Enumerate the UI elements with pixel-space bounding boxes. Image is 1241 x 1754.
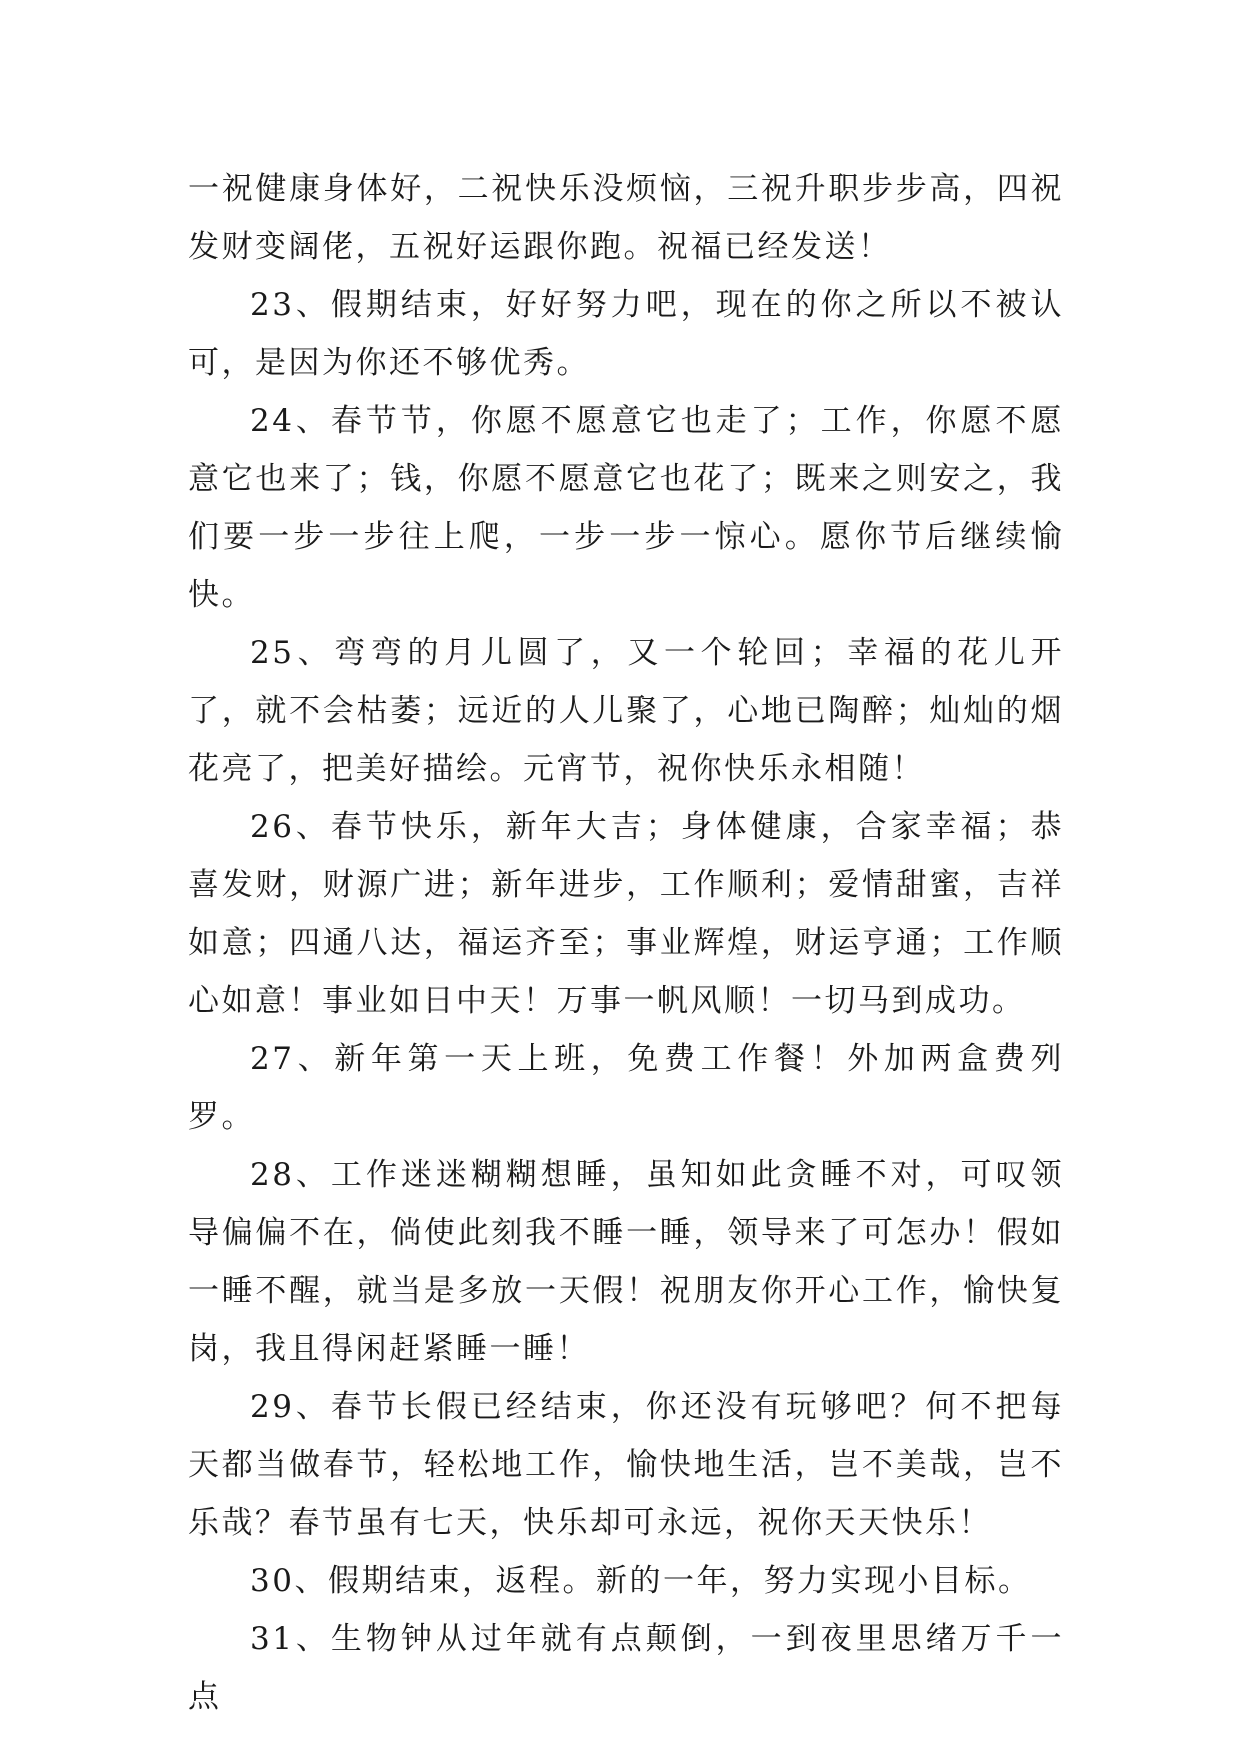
paragraph-30: 30、假期结束，返程。新的一年，努力实现小目标。 (250, 1563, 1032, 1599)
paragraph-23: 23、假期结束，好好努力吧，现在的你之所以不被认可，是因为你还不够优秀。 (188, 287, 1064, 381)
paragraph-26: 26、春节快乐，新年大吉；身体健康，合家幸福；恭喜发财，财源广进；新年进步，工作顺利；爱情甜蜜，吉祥如意；四通八达，福运齐至；事业辉煌，财运亨通；工作顺心如意！事业如日中天！万事一帆风顺！一切马到成功。 (188, 809, 1064, 1019)
paragraph-27: 27、新年第一天上班，免费工作餐！外加两盒费列罗。 (188, 1041, 1064, 1135)
paragraph-28: 28、工作迷迷糊糊想睡，虽知如此贪睡不对，可叹领导偏偏不在，倘使此刻我不睡一睡，领导来了可怎办！假如一睡不醒，就当是多放一天假！祝朋友你开心工作，愉快复岗，我且得闲赶紧睡一睡！ (188, 1157, 1064, 1367)
paragraph-25: 25、弯弯的月儿圆了，又一个轮回；幸福的花儿开了，就不会枯萎；远近的人儿聚了，心地已陶醉；灿灿的烟花亮了，把美好描绘。元宵节，祝你快乐永相随！ (188, 635, 1064, 787)
paragraph-29: 29、春节长假已经结束，你还没有玩够吧？何不把每天都当做春节，轻松地工作，愉快地生活，岂不美哉，岂不乐哉？春节虽有七天，快乐却可永远，祝你天天快乐！ (188, 1389, 1064, 1541)
paragraph-31: 31、生物钟从过年就有点颠倒，一到夜里思绪万千一点 (188, 1621, 1064, 1715)
paragraph-24: 24、春节节，你愿不愿意它也走了；工作，你愿不愿意它也来了；钱，你愿不愿意它也花了；既来之则安之，我们要一步一步往上爬，一步一步一惊心。愿你节后继续愉快。 (188, 403, 1064, 613)
document-body (188, 160, 1064, 1726)
paragraph-continuation: 一祝健康身体好，二祝快乐没烦恼，三祝升职步步高，四祝发财变阔佬，五祝好运跟你跑。祝福已经发送！ (188, 171, 1064, 265)
